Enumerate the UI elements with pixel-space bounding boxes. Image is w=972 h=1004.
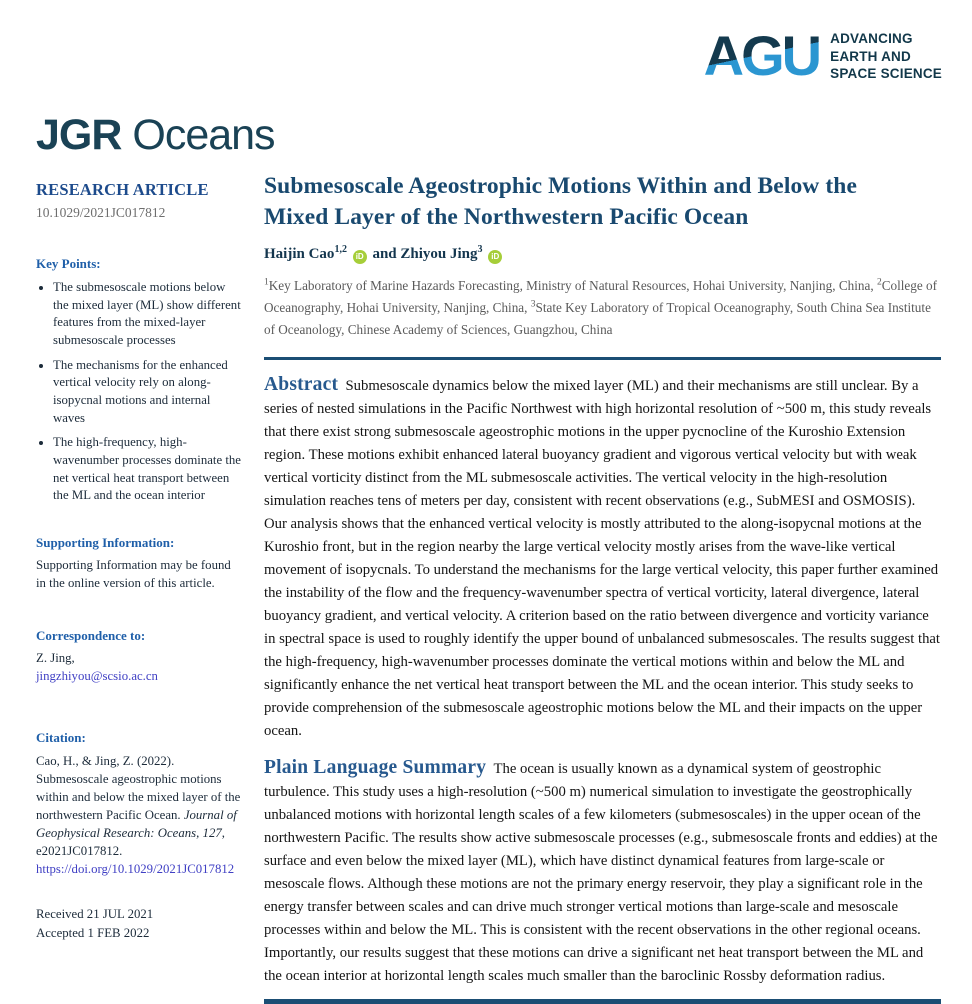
plain-language-summary: [264, 756, 941, 988]
affiliation-sup: 2: [876, 277, 882, 288]
citation-text: [36, 752, 243, 879]
key-point-item: • The mechanisms for the enhanced vertical velocity rely on along-isopycnal motions and internal waves: [53, 357, 243, 428]
citation-section: [36, 730, 243, 879]
correspondence-email-link[interactable]: jingzhiyou@scsio.ac.cn: [36, 668, 158, 683]
journal-name: [36, 112, 275, 159]
correspondence-heading: Correspondence to:: [36, 627, 146, 643]
abstract: [264, 373, 941, 743]
orcid-icon[interactable]: iD: [353, 250, 367, 264]
abstract-top-rule: [264, 357, 941, 360]
journal-name-rest: Oceans: [121, 111, 275, 159]
plain-language-summary-text: The ocean is usually known as a dynamical system of geostrophic turbulence. This study uses a high-resolution (~500 m) numerical simulation to investigate the geostrophically unbalanced motions with horizontal length scales of a few kilometers (submesoscales) in the upper ocean of the northwestern Pacific. The results show active submesoscale processes (e.g., submesoscale fronts and eddies) at the surface and even below the mixed layer (ML), which have distinct dynamical features from large-scale or mesoscale flows. Although these motions are not the primary energy reservoir, they play a significant role in the energy transfer between scales and can drive much stronger vertical motions than large-scale and mesoscale processes within and below the ML. This is consistent with the recent observations in the other regional oceans. Importantly, our results suggest that these motions can drive a significant net heat transport between the ML and the ocean interior at horizontal length scales much smaller than the baroclinic Rossby deformation radius.: [264, 760, 938, 984]
abstract-heading: Abstract: [264, 373, 339, 395]
author-affiliation-sup: 3: [477, 244, 483, 256]
correspondence-section: [36, 628, 243, 686]
orcid-icon[interactable]: iD: [488, 250, 502, 264]
article-title-line2: Mixed Layer of the Northwestern Pacific Ocean: [264, 203, 749, 230]
author-name: Haijin Cao: [264, 246, 335, 263]
key-points-list: [36, 279, 243, 505]
key-points-heading: Key Points:: [36, 256, 101, 271]
key-point-item: • The high-frequency, high-wavenumber processes dominate the net vertical heat transport between the ML and the ocean interior: [53, 434, 243, 505]
page-bottom-rule: [264, 999, 941, 1004]
article-history: [36, 905, 243, 945]
affiliation-text: State Key Laboratory of Tropical Oceanography, South China Sea Institute of Oceanology, Chinese Academy of Sciences, Guangzhou, China: [264, 300, 931, 338]
agu-tagline-line1: ADVANCING: [830, 31, 913, 46]
affiliation-sup: 3: [530, 299, 536, 310]
article-type-label: RESEARCH ARTICLE: [36, 180, 209, 199]
citation-text-after: , e2021JC017812.: [36, 826, 225, 859]
accepted-date: Accepted 1 FEB 2022: [36, 926, 150, 941]
key-points-section: [36, 256, 243, 505]
correspondence-name: Z. Jing,: [36, 650, 75, 665]
supporting-information-text: Supporting Information may be found in the online version of this article.: [36, 557, 231, 590]
agu-tagline: [830, 30, 942, 83]
plain-language-summary-heading: Plain Language Summary: [264, 756, 487, 778]
affiliation-text: Key Laboratory of Marine Hazards Forecasting, Ministry of Natural Resources, Hohai University, Nanjing, China,: [268, 278, 877, 294]
abstract-text: Submesoscale dynamics below the mixed layer (ML) and their mechanisms are still unclear. By a series of nested simulations in the Pacific Northwest with high horizontal resolution of ~500 m, this study reveals that there exist strong submesoscale ageostrophic motions in the upper pycnocline of the Kuroshio Extension region. These motions exhibit enhanced lateral buoyancy gradient and vigorous vertical velocity but with weak vertical vorticity distinct from the ML submesoscale activities. The vertical velocity in the high-resolution simulation reaches tens of meters per day, consistent with recent observations (e.g., SubMESI and OSMOSIS). Our analysis shows that the enhanced vertical velocity is mostly attributed to the along-isopycnal motions at the Kuroshio front, but in the region nearby the large vertical velocity mostly arises from the wave-like vertical movement of isopycnals. To understand the mechanisms for the large vertical velocity, this paper further examined the instability of the flow and the frequency-wavenumber spectra of vertical vorticity, lateral divergence, lateral buoyancy gradient, and vertical velocity. A criterion based on the ratio between divergence and vorticity variance in spectral space is used to roughly identify the upper bound of unbalanced submesoscales. The results suggest that the high-frequency, high-wavenumber processes dominate the vertical motions within and below the ML and significantly enhance the net vertical heat transport between the ML and the ocean interior. This study seeks to provide comprehension of the submesoscale ageostrophic motions below the ML and their impacts on the upper ocean.: [264, 377, 941, 739]
author-list: [264, 244, 941, 264]
citation-text-before: Cao, H., & Jing, Z. (2022). Submesoscale ageostrophic motions within and below the mixed layer of the northwestern Pacific Ocean.: [36, 753, 241, 822]
affiliation-text: College of Oceanography, Hohai University, Nanjing, China,: [264, 278, 937, 316]
affiliations: [264, 275, 941, 342]
article-title-line1: Submesoscale Ageostrophic Motions Within and Below the: [264, 173, 857, 199]
agu-tagline-line2: EARTH AND: [830, 48, 911, 64]
agu-tagline-line3: SPACE SCIENCE: [830, 66, 942, 82]
author-affiliation-sup: 1,2: [334, 244, 347, 256]
supporting-information-heading: Supporting Information:: [36, 534, 175, 550]
agu-logo-icon: AGU: [703, 24, 820, 88]
key-point-item: • The submesoscale motions below the mixed layer (ML) show different features from the mixed-layer submesoscale processes: [53, 279, 243, 350]
main-content: [264, 171, 941, 1004]
received-date: Received 21 JUL 2021: [36, 906, 154, 921]
author-joiner: and: [368, 246, 401, 263]
sidebar: [36, 180, 243, 944]
affiliation-sup: 1: [264, 277, 269, 288]
article-title: [264, 171, 941, 232]
agu-logo: [703, 24, 942, 88]
citation-heading: Citation:: [36, 729, 86, 745]
author-name: Zhiyou Jing: [400, 246, 478, 263]
citation-doi-link[interactable]: https://doi.org/10.1029/2021JC017812: [36, 862, 235, 877]
supporting-information-section: [36, 535, 243, 593]
journal-name-abbrev: JGR: [36, 111, 122, 159]
citation-journal-name: Journal of Geophysical Research: Oceans, 127: [36, 807, 237, 841]
article-doi: 10.1029/2021JC017812: [36, 205, 166, 220]
